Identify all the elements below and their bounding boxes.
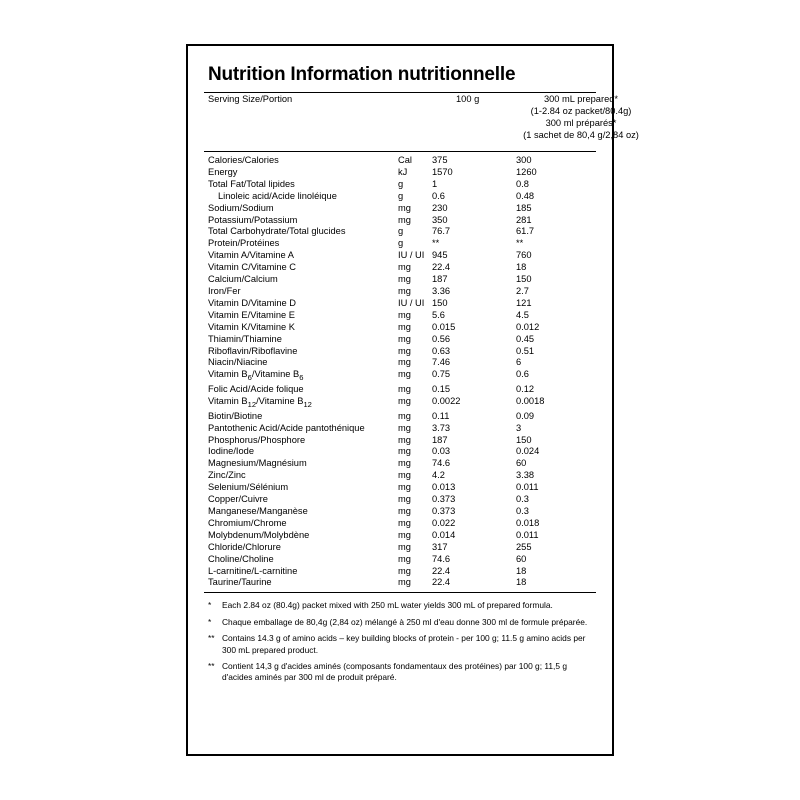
footnote-text: Contient 14,3 g d'acides aminés (composants fondamentaux des protéines) par 100 g; 11,5 g d'acides aminés par 300 ml de produit préparé. (222, 660, 568, 683)
nutrient-value-per-100g: 0.6 (432, 190, 445, 201)
nutrient-name: Iron/Fer (208, 285, 241, 296)
nutrient-name: Total Carbohydrate/Total glucides (208, 226, 346, 237)
nutrient-value-per-300ml: ** (516, 238, 524, 249)
nutrient-value-per-100g: 0.56 (432, 333, 451, 344)
nutrient-value-per-100g: 22.4 (432, 262, 451, 273)
nutrient-value-per-100g: 1570 (432, 166, 453, 177)
nutrient-name: Chromium/Chrome (208, 517, 287, 528)
nutrient-unit: mg (398, 309, 411, 320)
table-row (204, 458, 626, 470)
nutrient-value-per-300ml: 18 (516, 262, 527, 273)
nutrient-name: Iodine/Iode (208, 446, 255, 457)
table-row (204, 423, 626, 435)
nutrient-value-per-300ml: 3 (516, 422, 522, 433)
table-row (204, 346, 626, 358)
footnote-2 (208, 617, 594, 628)
nutrient-name: Choline/Choline (208, 553, 274, 564)
nutrient-unit: Cal (398, 155, 412, 165)
nutrient-value-per-100g: 22.4 (432, 565, 451, 576)
nutrient-name: Copper/Cuivre (208, 494, 268, 505)
table-row (204, 482, 626, 494)
nutrient-value-per-300ml: 0.48 (516, 190, 535, 201)
nutrient-value-per-300ml: 150 (516, 274, 532, 285)
nutrient-unit: mg (398, 410, 411, 421)
nutrient-unit: mg (398, 565, 411, 576)
nutrient-name: Energy (208, 166, 238, 177)
nutrient-unit: mg (398, 285, 411, 296)
nutrient-unit: mg (398, 422, 411, 433)
table-row (204, 179, 626, 191)
nutrient-value-per-300ml: 0.8 (516, 178, 529, 189)
nutrient-value-per-100g: 3.36 (432, 285, 451, 296)
nutrient-unit: mg (398, 494, 411, 505)
nutrient-value-per-300ml: 0.3 (516, 506, 529, 516)
nutrient-name: Sodium/Sodium (208, 202, 274, 213)
nutrient-value-per-100g: 4.2 (432, 470, 445, 481)
nutrient-unit: mg (398, 333, 411, 344)
nutrient-value-per-100g: 0.11 (432, 410, 450, 421)
nutrient-value-per-300ml: 0.024 (516, 446, 540, 457)
table-row (204, 446, 626, 458)
table-row (204, 322, 626, 334)
nutrient-value-per-300ml: 0.12 (516, 384, 535, 395)
table-row (204, 542, 626, 554)
nutrient-value-per-100g: 375 (432, 155, 448, 165)
nutrient-name: Molybdenum/Molybdène (208, 529, 310, 540)
nutrient-value-per-300ml: 1260 (516, 166, 537, 177)
nutrient-value-per-300ml: 0.45 (516, 333, 535, 344)
nutrient-unit: mg (398, 517, 411, 528)
table-row (204, 435, 626, 447)
table-row (204, 262, 626, 274)
table-row (204, 396, 626, 411)
nutrient-name: Biotin/Biotine (208, 410, 263, 421)
table-row (204, 494, 626, 506)
nutrient-unit: IU / UI (398, 297, 425, 308)
table-row (204, 274, 626, 286)
nutrient-value-per-300ml: 255 (516, 541, 532, 552)
nutrient-unit: mg (398, 214, 411, 225)
nutrient-value-per-100g: ** (432, 238, 440, 249)
nutrient-name: Potassium/Potassium (208, 214, 298, 225)
table-row (204, 411, 626, 423)
nutrient-value-per-100g: 187 (432, 274, 448, 285)
nutrient-value-per-100g: 150 (432, 297, 448, 308)
nutrient-name: Riboflavin/Riboflavine (208, 345, 298, 356)
nutrient-unit: mg (398, 395, 411, 406)
table-row (204, 384, 626, 396)
nutrient-value-per-300ml: 3.38 (516, 470, 535, 481)
nutrient-unit: mg (398, 202, 411, 213)
table-row (204, 238, 626, 250)
serving-col2-line-2: (1-2.84 oz packet/80.4g) (530, 105, 632, 116)
nutrient-name: Niacin/Niacine (208, 357, 268, 368)
nutrient-unit: mg (398, 357, 411, 368)
table-row (204, 577, 626, 589)
nutrient-name: Vitamin $B_{12}$/Vitamine $B_{12}$ (208, 395, 312, 409)
footnote-marker: * (208, 600, 212, 611)
nutrient-value-per-100g: 74.6 (432, 553, 451, 564)
table-row (204, 470, 626, 482)
serving-col2-line-3: 300 ml préparés* (545, 117, 617, 128)
nutrient-name: Chloride/Chlorure (208, 541, 281, 552)
nutrient-value-per-100g: 0.03 (432, 446, 451, 457)
nutrient-unit: mg (398, 345, 411, 356)
nutrient-name: Folic Acid/Acide folique (208, 384, 304, 395)
nutrient-value-per-300ml: 150 (516, 434, 532, 445)
nutrient-value-per-300ml: 60 (516, 553, 527, 564)
nutrient-name: Vitamin C/Vitamine C (208, 262, 297, 273)
nutrient-value-per-100g: 0.15 (432, 384, 451, 395)
nutrient-name: Pantothenic Acid/Acide pantothénique (208, 422, 365, 433)
nutrient-value-per-100g: 0.013 (432, 482, 456, 493)
nutrient-name: Vitamin D/Vitamine D (208, 297, 297, 308)
serving-size-amount: 100 g (456, 94, 480, 104)
nutrient-name: Protein/Protéines (208, 238, 280, 249)
table-row (204, 530, 626, 542)
footnote-1 (208, 600, 594, 611)
nutrient-value-per-100g: 0.022 (432, 517, 456, 528)
table-row (204, 155, 626, 167)
nutrient-value-per-100g: 0.014 (432, 529, 456, 540)
table-row (204, 506, 626, 518)
nutrient-name: L-carnitine/L-carnitine (208, 565, 298, 576)
nutrient-value-per-300ml: 60 (516, 458, 527, 469)
nutrient-value-per-100g: 0.015 (432, 321, 456, 332)
nutrient-value-per-100g: 1 (432, 178, 438, 189)
nutrient-name: Manganese/Manganèse (208, 506, 308, 516)
nutrient-value-per-100g: 7.46 (432, 357, 451, 368)
serving-col2-line-1: 300 mL prepared* (543, 94, 619, 104)
nutrient-value-per-300ml: 18 (516, 577, 527, 588)
table-row (204, 191, 626, 203)
nutrient-unit: g (398, 178, 404, 189)
table-row (204, 167, 626, 179)
nutrient-unit: mg (398, 541, 411, 552)
nutrient-value-per-300ml: 0.0018 (516, 395, 545, 406)
nutrient-value-per-100g: 0.63 (432, 345, 451, 356)
table-row (204, 357, 626, 369)
nutrient-name: Selenium/Sélénium (208, 482, 289, 493)
nutrient-name: Vitamin A/Vitamine A (208, 250, 294, 261)
footnote-text: Chaque emballage de 80,4g (2,84 oz) mélangé à 250 ml d'eau donne 300 ml de formule préparée. (222, 616, 588, 627)
nutrient-value-per-100g: 0.373 (432, 494, 456, 505)
nutrient-value-per-100g: 317 (432, 541, 448, 552)
footnote-marker: ** (208, 633, 215, 644)
table-row (204, 369, 626, 384)
footnote-4 (208, 661, 594, 684)
nutrient-unit: mg (398, 458, 411, 469)
nutrient-value-per-300ml: 0.6 (516, 369, 529, 380)
nutrient-unit: mg (398, 434, 411, 445)
nutrient-name: Vitamin K/Vitamine K (208, 321, 295, 332)
nutrient-value-per-300ml: 0.011 (516, 482, 539, 493)
serving-size-column2 (522, 94, 640, 142)
nutrient-value-per-300ml: 0.3 (516, 494, 529, 505)
nutrient-unit: mg (398, 384, 411, 395)
nutrient-name: Magnesium/Magnésium (208, 458, 307, 469)
nutrient-value-per-100g: 3.73 (432, 422, 451, 433)
nutrient-unit: mg (398, 506, 411, 516)
nutrient-value-per-100g: 945 (432, 250, 448, 261)
nutrient-value-per-300ml: 0.018 (516, 517, 540, 528)
table-row (204, 554, 626, 566)
footnote-marker: ** (208, 660, 215, 671)
footnote-marker: * (208, 616, 212, 627)
nutrient-value-per-300ml: 0.51 (516, 345, 535, 356)
nutrient-unit: IU / UI (398, 250, 425, 261)
table-row (204, 566, 626, 578)
nutrient-value-per-300ml: 18 (516, 565, 527, 576)
nutrient-value-per-100g: 0.373 (432, 506, 456, 516)
nutrient-unit: mg (398, 446, 411, 457)
nutrient-value-per-100g: 22.4 (432, 577, 451, 588)
nutrient-name: Taurine/Taurine (208, 577, 272, 588)
nutrient-unit: g (398, 226, 404, 237)
nutrient-value-per-100g: 230 (432, 202, 448, 213)
nutrient-value-per-300ml: 760 (516, 250, 532, 261)
nutrition-facts-panel (186, 44, 639, 756)
nutrient-unit: mg (398, 274, 411, 285)
nutrient-unit: g (398, 190, 404, 201)
page-title: Nutrition Information nutritionnelle (208, 64, 516, 85)
nutrient-value-per-100g: 74.6 (432, 458, 451, 469)
nutrient-unit: mg (398, 529, 411, 540)
nutrient-value-per-300ml: 185 (516, 202, 532, 213)
table-row (204, 310, 626, 322)
nutrient-name: Phosphorus/Phosphore (208, 434, 306, 445)
nutrient-value-per-100g: 350 (432, 214, 448, 225)
nutrient-name: Vitamin $B_6$/Vitamine $B_6$ (208, 369, 304, 383)
serving-size-block (204, 93, 639, 151)
nutrient-name: Linoleic acid/Acide linoléique (218, 190, 337, 201)
nutrient-value-per-300ml: 61.7 (516, 226, 535, 237)
nutrient-name: Calcium/Calcium (208, 274, 278, 285)
nutrient-unit: kJ (398, 166, 408, 177)
nutrient-value-per-300ml: 0.012 (516, 321, 540, 332)
nutrient-unit: mg (398, 321, 411, 332)
nutrient-unit: mg (398, 577, 411, 588)
nutrient-value-per-300ml: 121 (516, 297, 532, 308)
table-row (204, 250, 626, 262)
nutrient-value-per-100g: 5.6 (432, 309, 445, 320)
nutrient-name: Total Fat/Total lipides (208, 178, 295, 189)
nutrient-value-per-300ml: 4.5 (516, 309, 529, 320)
table-row (204, 215, 626, 227)
nutrient-value-per-300ml: 0.011 (516, 529, 539, 540)
table-row (204, 226, 626, 238)
nutrient-value-per-300ml: 6 (516, 357, 522, 368)
nutrient-unit: mg (398, 470, 411, 481)
nutrient-value-per-100g: 76.7 (432, 226, 451, 237)
nutrient-value-per-100g: 187 (432, 434, 448, 445)
nutrient-unit: mg (398, 553, 411, 564)
table-row (204, 286, 626, 298)
table-row (204, 203, 626, 215)
nutrient-name: Calories/Calories (208, 155, 279, 165)
nutrient-name: Thiamin/Thiamine (208, 333, 282, 344)
nutrient-name: Vitamin E/Vitamine E (208, 309, 295, 320)
nutrient-value-per-300ml: 281 (516, 214, 532, 225)
nutrient-value-per-300ml: 0.09 (516, 410, 535, 421)
serving-size-label: Serving Size/Portion (208, 94, 293, 104)
nutrient-table (204, 155, 626, 589)
footnote-text: Each 2.84 oz (80.4g) packet mixed with 250 mL water yields 300 mL of prepared formula. (222, 600, 553, 611)
nutrient-value-per-300ml: 300 (516, 155, 532, 165)
footnote-3 (208, 633, 594, 656)
footnotes (204, 593, 596, 683)
nutrient-name: Zinc/Zinc (208, 470, 246, 481)
nutrient-unit: mg (398, 482, 411, 493)
table-row (204, 334, 626, 346)
nutrient-value-per-300ml: 2.7 (516, 285, 529, 296)
nutrient-unit: mg (398, 262, 411, 273)
table-row (204, 518, 626, 530)
footnote-text: Contains 14.3 g of amino acids – key building blocks of protein - per 100 g; 11.5 g amino acids per 300 mL prepared product. (222, 633, 586, 655)
nutrient-value-per-100g: 0.75 (432, 369, 451, 380)
nutrient-unit: mg (398, 369, 411, 380)
serving-col2-line-4: (1 sachet de 80,4 g/2,84 oz) (523, 129, 639, 140)
nutrient-unit: g (398, 238, 404, 249)
nutrient-value-per-100g: 0.0022 (432, 395, 461, 406)
table-row (204, 298, 626, 310)
